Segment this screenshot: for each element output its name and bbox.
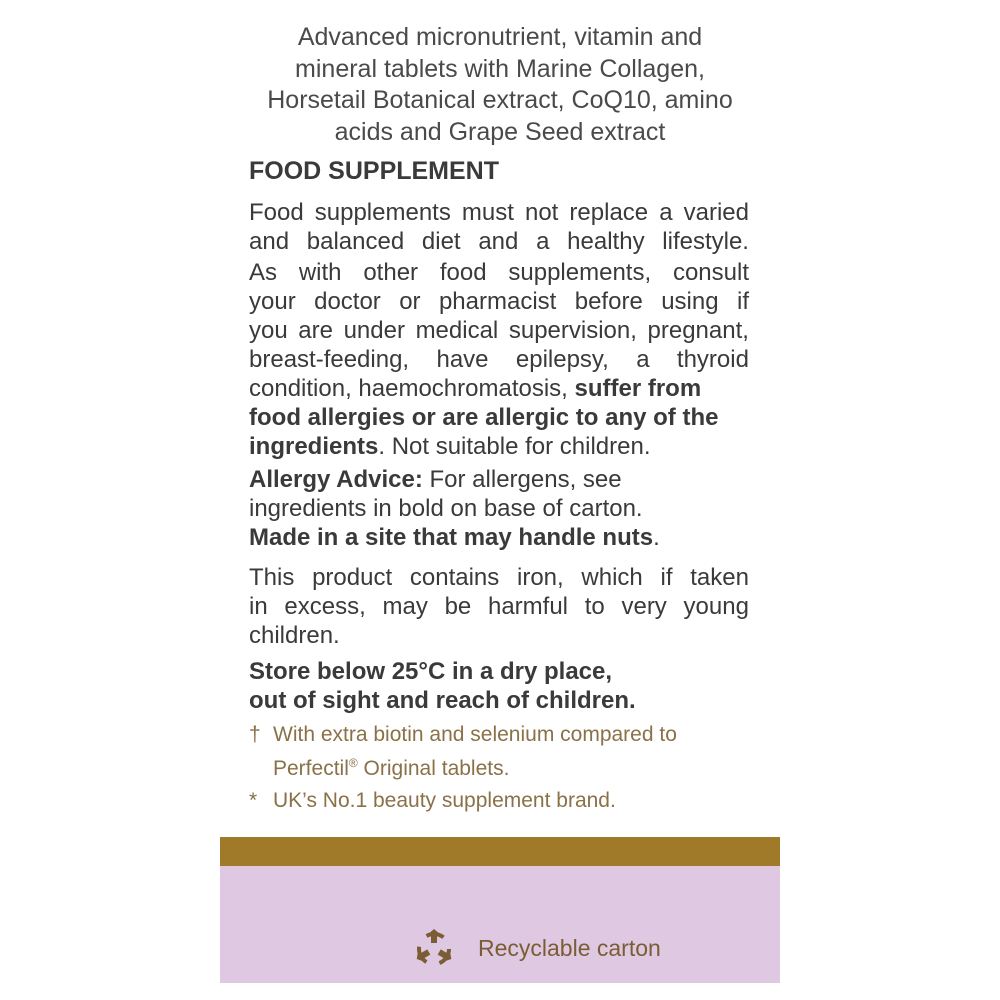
advice-line [249,287,749,316]
gold-band [220,837,780,866]
word: taken [690,564,749,591]
word: pharmacist [438,288,557,315]
footnote-text: UK’s No.1 beauty supplement brand. [273,789,616,812]
storage-line: out of sight and reach of children. [249,687,636,714]
medical-advice [249,258,749,461]
allergy-warning-bold-line: food allergies or are allergic to any of the [249,404,719,431]
word: doctor [314,288,381,315]
lilac-band [220,866,780,983]
advice-line [249,345,749,374]
word: This [249,564,295,591]
word: thyroid [676,346,749,373]
recyclable-carton-label: Recyclable carton [478,935,661,961]
food-supplement-heading: FOOD SUPPLEMENT [249,157,500,185]
word: healthy [567,228,645,255]
word: a [636,346,650,373]
word: product [312,564,393,591]
supplement-warning [249,198,749,256]
asterisk-mark: * [249,789,258,812]
not-suitable-text: . Not suitable for children. [378,433,651,460]
word: other [363,259,419,286]
registered-mark: ® [348,756,358,770]
word: which [581,564,643,591]
word: a [536,228,550,255]
description-line: mineral tablets with Marine Collagen, [295,54,705,83]
word: varied [683,199,749,226]
word: to [584,593,605,620]
iron-line [249,592,749,621]
description-line: Advanced micronutrient, vitamin and [297,23,703,51]
word: may [382,593,428,620]
footnote-text: With extra biotin and selenium compared to [273,723,677,746]
word: very [621,593,667,620]
condition-text: condition, haemochromatosis, [249,375,575,402]
word: not [524,199,559,226]
word: As [249,259,278,286]
dagger-mark: † [249,723,261,746]
word: young [683,593,749,620]
word: supplements [314,199,451,226]
word: have [436,346,489,373]
word: if [660,564,673,591]
allergy-text: ingredients in bold on base of carton. [249,495,643,522]
advice-line [249,258,749,287]
word: supervision, [508,317,637,344]
word: consult [672,259,749,286]
word: epilepsy, [515,346,609,373]
footnote-star [249,787,769,815]
nuts-line [249,523,749,552]
word: in [249,593,268,620]
word: and [249,228,290,255]
word: be [444,593,472,620]
storage-line: Store below 25°C in a dry place, [249,658,613,685]
allergy-advice [249,465,749,552]
word: iron, [517,564,564,591]
word: with [298,259,342,286]
word: pregnant, [647,317,749,344]
word: breast-feeding, [249,346,410,373]
word: lifestyle. [662,228,749,255]
product-label-panel [220,0,780,1000]
warning-line [249,227,749,256]
word: under [343,317,405,344]
word: balanced [306,228,405,255]
nuts-warning: Made in a site that may handle nuts [249,524,654,551]
description-line: acids and Grape Seed extract [334,117,666,146]
word: before [574,288,643,315]
ingredients-bold: ingredients [249,433,379,460]
advice-line [249,432,749,461]
word: supplements, [508,259,652,286]
word: using [661,288,719,315]
warning-line [249,198,749,227]
word: Food [249,199,304,226]
allergy-advice-label: Allergy Advice: [249,466,423,493]
word: and [478,228,519,255]
allergy-text: For allergens, see [422,466,622,493]
allergy-warning-bold: suffer from [574,375,702,402]
storage-instructions [249,657,749,715]
advice-line [249,374,749,403]
allergy-line [249,465,749,494]
word: are [298,317,333,344]
advice-line [249,316,749,345]
word: or [399,288,421,315]
iron-warning [249,563,749,650]
product-description [220,22,780,148]
iron-line [249,563,749,592]
word: must [461,199,514,226]
word: your [249,288,296,315]
nuts-warning-end: . [653,524,660,551]
footnote-text [249,749,769,783]
footnote-text: Original tablets. [357,757,510,780]
word: food [439,259,487,286]
word: harmful [487,593,569,620]
iron-line: children. [249,622,340,649]
word: a [659,199,673,226]
word: contains [409,564,500,591]
word: replace [569,199,649,226]
word: if [736,288,749,315]
recycle-arrows-icon [410,925,458,973]
footnote-dagger [249,721,769,783]
word: excess, [284,593,366,620]
word: you [249,317,288,344]
brand-name: Perfectil [273,757,349,780]
word: medical [415,317,499,344]
word: diet [421,228,461,255]
description-line: Horsetail Botanical extract, CoQ10, amino [267,86,733,114]
